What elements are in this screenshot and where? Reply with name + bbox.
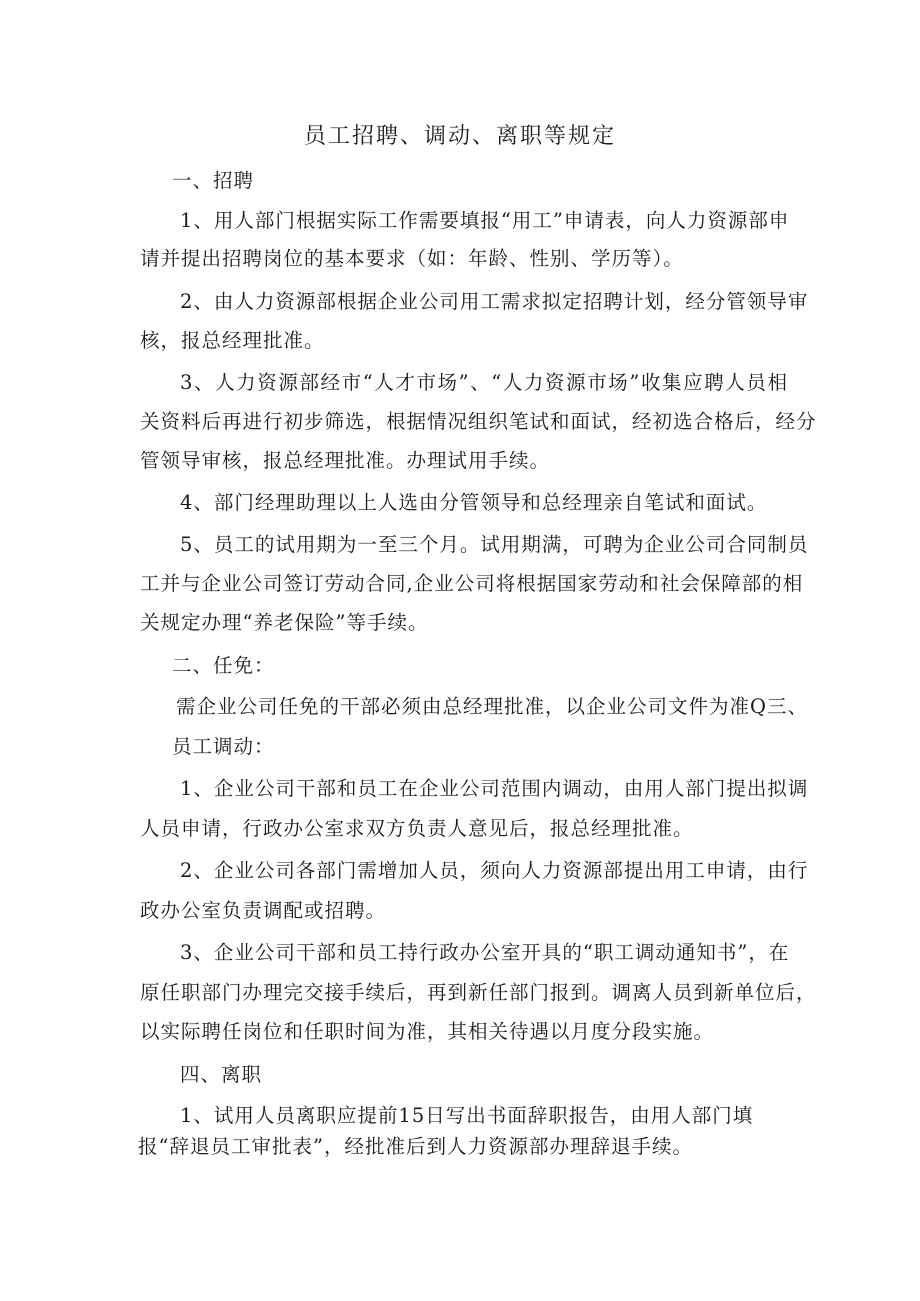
paragraph-line: 2、企业公司各部门需增加人员，须向人力资源部提出用工申请，由行 (180, 859, 809, 882)
section-heading-transfer: 员工调动： (172, 735, 275, 758)
paragraph-line: 请并提出招聘岗位的基本要求（如：年龄、性别、学历等）。 (140, 247, 684, 270)
paragraph-line: 1、企业公司干部和员工在企业公司范围内调动，由用人部门提出拟调 (180, 777, 809, 800)
paragraph-line: 政办公室负责调配或招聘。 (140, 899, 387, 922)
paragraph-line: 3、人力资源部经市“人才市场”、“人力资源市场”收集应聘人员相 (180, 371, 788, 394)
paragraph-line: 5、员工的试用期为一至三个月。试用期满，可聘为企业公司合同制员 (180, 533, 809, 556)
paragraph-line: 以实际聘任岗位和任职时间为准，其相关待遇以月度分段实施。 (140, 1020, 715, 1043)
document-title: 员工招聘、调动、离职等规定 (303, 124, 616, 149)
paragraph-line: 核，报总经理批准。 (140, 329, 325, 352)
paragraph-line: 1、用人部门根据实际工作需要填报“用工”申请表，向人力资源部申 (180, 209, 790, 232)
paragraph-line: 1、试用人员离职应提前15日写出书面辞职报告，由用人部门填 (180, 1104, 754, 1127)
paragraph-line: 4、部门经理助理以上人选由分管领导和总经理亲自笔试和面试。 (180, 491, 768, 514)
paragraph-line: 2、由人力资源部根据企业公司用工需求拟定招聘计划，经分管领导审 (180, 290, 809, 313)
paragraph-line: 需企业公司任免的干部必须由总经理批准，以企业公司文件为准Q三、 (176, 695, 808, 718)
paragraph-line: 报“辞退员工审批表”，经批准后到人力资源部办理辞退手续。 (138, 1135, 693, 1158)
paragraph-line: 工并与企业公司签订劳动合同,企业公司将根据国家劳动和社会保障部的相 (140, 572, 804, 595)
paragraph-line: 人员申请，行政办公室求双方负责人意见后，报总经理批准。 (140, 817, 694, 840)
paragraph-line: 关资料后再进行初步筛选，根据情况组织笔试和面试，经初选合格后，经分 (140, 410, 817, 433)
paragraph-line: 管领导审核，报总经理批准。办理试用手续。 (140, 449, 551, 472)
paragraph-line: 关规定办理“养老保险”等手续。 (140, 611, 429, 634)
paragraph-line: 原任职部门办理完交接手续后，再到新任部门报到。调离人员到新单位后， (140, 981, 817, 1004)
section-heading-appointment: 二、任免： (172, 654, 275, 677)
paragraph-line: 3、企业公司干部和员工持行政办公室开具的“职工调动通知书”，在 (180, 941, 790, 964)
section-heading-recruitment: 一、招聘 (172, 169, 255, 192)
section-heading-resignation: 四、离职 (180, 1063, 263, 1086)
